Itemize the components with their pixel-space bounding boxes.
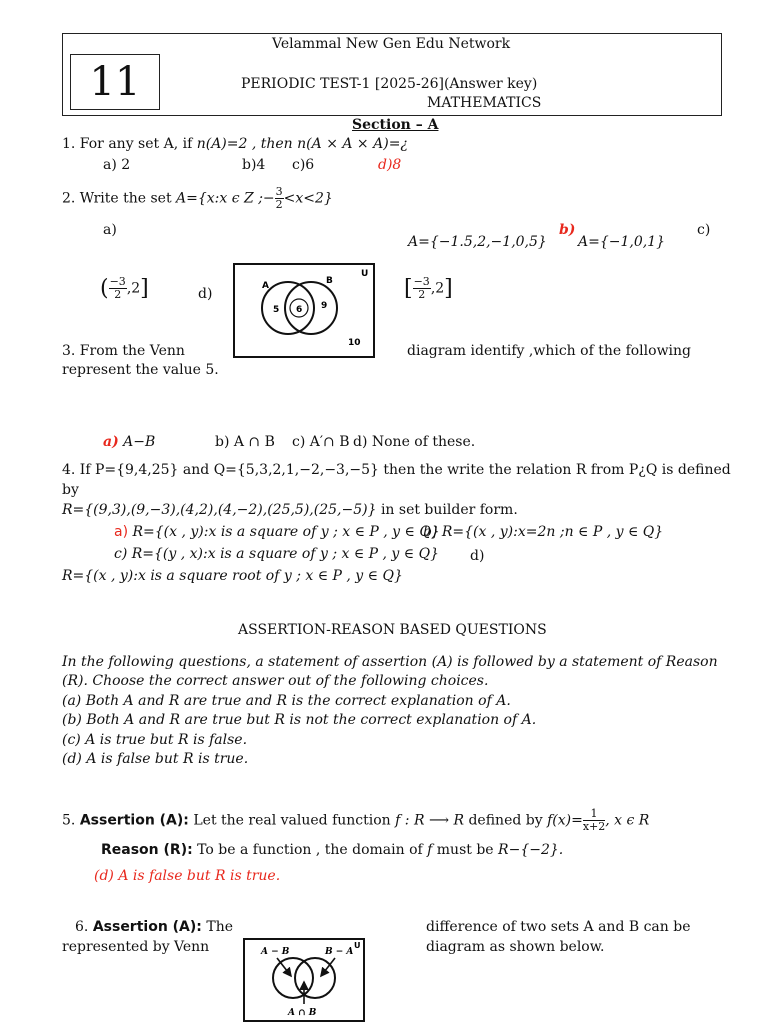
class-code: 11 <box>89 59 141 105</box>
q2-set-lhs: A={x:x ϵ Z ;− <box>176 190 275 207</box>
q5-assertion-label: Assertion (A): <box>79 812 189 829</box>
q3-option-a-label-answer: a) <box>103 434 119 450</box>
venn-diagram-1 <box>233 263 375 358</box>
q1-text: 1. For any set A, if <box>62 136 193 152</box>
label-u-2: U <box>354 941 361 950</box>
q4-line2: by <box>62 482 79 498</box>
q5-assertion: 5. Assertion (A): Let the real valued function f : R ⟶ R defined by f(x)= $\frac{1}{x+2}$ , x ϵ R <box>62 807 650 833</box>
q3-text-part2: diagram identify ,which of the following <box>407 343 692 359</box>
q4-option-a-label-answer: a) <box>114 524 129 540</box>
q4-option-b: b) R={(x , y):x=2n ;n ∈ P , y ∈ Q} <box>423 524 664 540</box>
assertion-intro-1: In the following questions, a statement of assertion (A) is followed by a statement of Reason <box>62 654 718 670</box>
q4-line3 <box>62 502 518 518</box>
q4-line1: 4. If P={9,4,25} and Q={5,3,2,1,−2,−3,−5} then the write the relation R from P¿Q is defined <box>62 462 731 478</box>
q5-answer: (d) A is false but R is true. <box>94 868 281 884</box>
q3-option-d: d) None of these. <box>353 434 476 450</box>
q6-assertion-label: Assertion (A): <box>92 919 202 935</box>
q1-option-b: b)4 <box>242 157 266 173</box>
test-title: PERIODIC TEST-1 [2025-26](Answer key) <box>241 76 538 92</box>
universal-label: U <box>361 269 369 279</box>
q3-option-b: b) A ∩ B <box>215 434 275 450</box>
q6-line2b: diagram as shown below. <box>426 939 605 955</box>
label-a-int-b: A ∩ B <box>288 1008 317 1018</box>
q6-line2a: represented by Venn <box>62 939 210 955</box>
q1-option-d-answer: d)8 <box>378 157 402 173</box>
label-a-minus-b: A − B <box>261 947 290 957</box>
section-heading: Section – A <box>352 117 439 133</box>
q2-option-a-label: a) <box>103 222 117 238</box>
assertion-option-d: (d) A is false but R is true. <box>62 751 249 767</box>
q2-set-frac: $\frac{3}{2}$ <box>275 185 283 211</box>
set-a-label: A <box>262 281 269 291</box>
q4-option-d-label: d) <box>470 548 485 564</box>
q4-option-a-text: R={(x , y):x is a square of y ; x ∈ P , y ∈ Q} <box>132 524 440 540</box>
q3-text-part3: represent the value 5. <box>62 362 219 378</box>
set-b-label: B <box>326 276 333 286</box>
q1-cond: n(A)=2 , then <box>196 136 293 152</box>
q4-option-c: c) R={(y , x):x is a square of y ; x ∈ P , y ∈ Q} <box>114 546 439 562</box>
assertion-option-a: (a) Both A and R are true and R is the correct explanation of A. <box>62 693 511 709</box>
venn-diagram-2 <box>243 938 365 1022</box>
q2-option-d-label: d) <box>198 286 213 302</box>
q5-reason-label: Reason (R): <box>101 842 193 858</box>
set-b-circle <box>285 282 337 334</box>
label-b-minus-a: B − A <box>325 947 354 957</box>
q6-assertion-text2: difference of two sets A and B can be <box>426 919 691 935</box>
set-a-circle <box>262 282 314 334</box>
set-b-circle-2 <box>295 958 335 998</box>
q5-reason: Reason (R): To be a function , the domain of f must be R−{−2}. <box>101 842 564 858</box>
region-outside: 10 <box>348 338 361 348</box>
school-name: Velammal New Gen Edu Network <box>272 36 511 52</box>
q2-option-c-interval: ( $\frac{-3}{2}$ ,2] <box>100 275 149 301</box>
assertion-intro-2: (R). Choose the correct answer out of the following choices. <box>62 673 489 689</box>
q1-option-a: a) 2 <box>103 157 131 173</box>
q3-option-a <box>103 434 155 450</box>
q1-expr: n(A × A × A)=¿ <box>297 136 408 152</box>
q4-option-a <box>114 524 440 540</box>
q5-fraction: $\frac{1}{x+2}$ <box>582 807 606 833</box>
q2-option-b-set: A={−1,0,1} <box>578 234 666 250</box>
q2-set-rhs: <x<2} <box>283 190 333 207</box>
subject: MATHEMATICS <box>427 95 542 111</box>
q2-option-c-label: c) <box>697 222 711 238</box>
q2-option-d-interval: [ $\frac{-3}{2}$ ,2] <box>404 275 453 301</box>
q2-text: 2. Write the set <box>62 190 172 207</box>
question-2 <box>62 186 333 211</box>
region-intersection: 6 <box>296 305 303 315</box>
q4-relation: R={(9,3),(9,−3),(4,2),(4,−2),(25,5),(25,−5)} <box>62 502 377 518</box>
q6-assertion: 6. Assertion (A): The <box>75 919 233 935</box>
q3-option-c: c) A′∩ B <box>292 434 350 450</box>
set-a-circle-2 <box>273 958 313 998</box>
assertion-option-c: (c) A is true but R is false. <box>62 732 248 748</box>
assertion-heading: ASSERTION-REASON BASED QUESTIONS <box>238 622 547 638</box>
q4-line3-tail: in set builder form. <box>380 502 518 518</box>
q3-text-part1: 3. From the Venn <box>62 343 185 359</box>
q4-option-d: R={(x , y):x is a square root of y ; x ∈ P , y ∈ Q} <box>62 568 403 584</box>
region-b-only: 9 <box>321 301 328 311</box>
question-1 <box>62 136 408 152</box>
q2-option-a-set: A={−1.5,2,−1,0,5} <box>408 234 547 250</box>
class-code-box <box>70 54 160 110</box>
q1-option-c: c)6 <box>292 157 315 173</box>
q3-option-a-text: A−B <box>123 434 156 450</box>
q2-option-b-label-answer: b) <box>559 222 576 238</box>
region-a-only: 5 <box>273 305 280 315</box>
assertion-option-b: (b) Both A and R are true but R is not the correct explanation of A. <box>62 712 537 728</box>
